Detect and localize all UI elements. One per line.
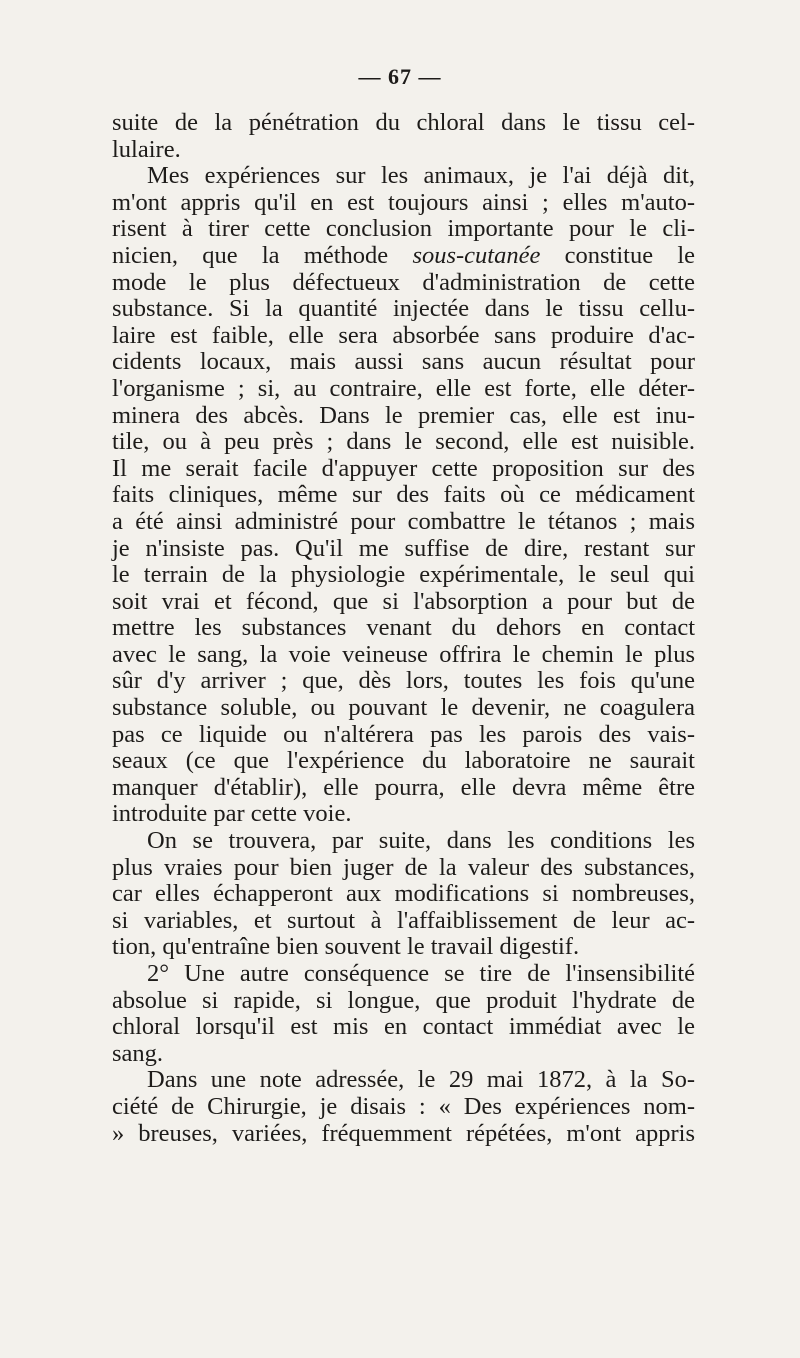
text-line: introduite par cette voie. — [112, 800, 352, 828]
text-line: minera des abcès. Dans le premier cas, elle est inu- — [112, 401, 695, 429]
text-line: avec le sang, la voie veineuse offrira le chemin le plus — [112, 640, 695, 668]
text-line: sang. — [112, 1039, 164, 1067]
text-line: nicien, que la méthode sous-cutanée constitue le — [112, 241, 696, 269]
text-line: On se trouvera, par suite, dans les conditions les — [147, 827, 695, 855]
text-line: Dans une note adressée, le 29 mai 1872, à la So- — [147, 1066, 695, 1094]
text-line: risent à tirer cette conclusion importante pour le cli- — [112, 215, 695, 243]
text-line: plus vraies pour bien juger de la valeur des substances, — [112, 853, 695, 881]
text-line: a été ainsi administré pour combattre le tétanos ; mais — [112, 507, 695, 535]
page-number: — 67 — — [358, 64, 442, 89]
text-line: seaux (ce que l'expérience du laboratoire ne saurait — [112, 747, 695, 775]
italic-term: sous-cutanée — [412, 241, 541, 269]
text-line: mode le plus défectueux d'administration de cette — [112, 268, 695, 296]
text-line: laire est faible, elle sera absorbée sans produire d'ac- — [112, 321, 695, 349]
text-line: » breuses, variées, fréquemment répétées, m'ont appris — [112, 1119, 695, 1147]
text-line: substance. Si la quantité injectée dans le tissu cellu- — [112, 295, 695, 323]
text-line: 2° Une autre conséquence se tire de l'insensibilité — [147, 960, 695, 987]
text-line: l'organisme ; si, au contraire, elle est forte, elle déter- — [112, 374, 695, 402]
text-line: manquer d'établir), elle pourra, elle devra même être — [112, 773, 695, 801]
text-line: lulaire. — [112, 135, 181, 163]
text-line: pas ce liquide ou n'altérera pas les parois des vais- — [112, 720, 695, 748]
text-line: substance soluble, ou pouvant le devenir, ne coagulera — [112, 694, 695, 722]
text-line: mettre les substances venant du dehors en contact — [112, 614, 695, 642]
text-line: car elles échapperont aux modifications si nombreuses, — [112, 880, 695, 908]
text-line: tion, qu'entraîne bien souvent le travail digestif. — [112, 933, 580, 961]
text-line: m'ont appris qu'il en est toujours ainsi ; elles m'auto- — [112, 188, 695, 216]
text-line: chloral lorsqu'il est mis en contact immédiat avec le — [112, 1013, 695, 1041]
text-line: cidents locaux, mais aussi sans aucun résultat pour — [112, 348, 695, 376]
text-line: si variables, et surtout à l'affaiblissement de leur ac- — [112, 906, 695, 934]
text-line: le terrain de la physiologie expérimentale, le seul qui — [112, 561, 695, 589]
text-line: absolue si rapide, si longue, que produit l'hydrate de — [112, 986, 695, 1014]
text-line: Il me serait facile d'appuyer cette proposition sur des — [112, 454, 695, 482]
text-line: je n'insiste pas. Qu'il me suffise de dire, restant sur — [112, 534, 695, 562]
body-text — [112, 110, 695, 1147]
text-line: sûr d'y arriver ; que, dès lors, toutes les fois qu'une — [112, 667, 695, 695]
text-line: tile, ou à peu près ; dans le second, elle est nuisible. — [112, 428, 695, 456]
text-line: suite de la pénétration du chloral dans le tissu cel- — [112, 109, 695, 136]
text-line: Mes expériences sur les animaux, je l'ai déjà dit, — [147, 162, 695, 190]
text-line: soit vrai et fécond, que si l'absorption a pour but de — [112, 587, 695, 615]
text-line: ciété de Chirurgie, je disais : « Des expériences nom- — [112, 1092, 695, 1120]
text-line: faits cliniques, même sur des faits où ce médicament — [112, 481, 695, 509]
